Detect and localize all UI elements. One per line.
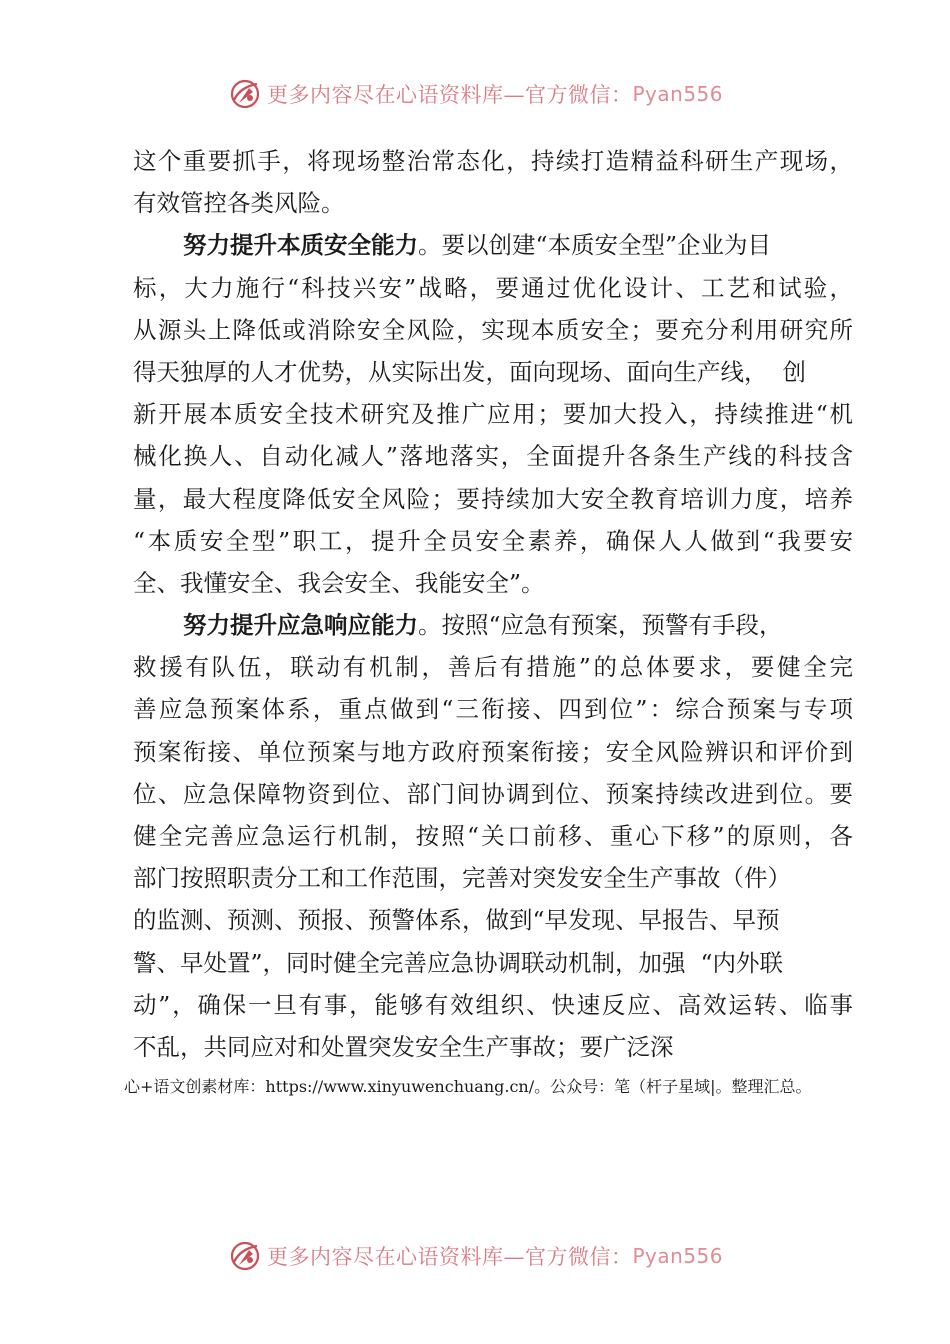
body-line-rest: 。要以创建“本质安全型”企业为目 [418, 231, 772, 260]
body-line-rest: 。按照“应急有预案，预警有手段， [418, 611, 783, 640]
body-line: 动”，确保一旦有事，能够有效组织、快速反应、高效运转、临事 [133, 990, 853, 1019]
watermark-text: 更多内容尽在心语资料库—官方微信： [266, 83, 633, 107]
document-body [133, 140, 853, 1068]
footer-watermark [0, 1238, 950, 1274]
body-line: 从源头上降低或消除安全风险，实现本质安全；要充分利用研究所 [133, 315, 853, 344]
body-line: 得天独厚的人才优势，从实际出发，面向现场、面向生产线， 创 [133, 357, 806, 386]
body-line: 的监测、预测、预报、预警体系，做到“早发现、早报告、早预 [133, 906, 780, 935]
watermark-text: 更多内容尽在心语资料库—官方微信： [266, 1245, 633, 1269]
body-line: 标，大力施行“科技兴安”战略，要通过优化设计、工艺和试验， [133, 273, 853, 302]
body-line: 不乱，共同应对和处置突发安全生产事故；要广泛深 [133, 1032, 674, 1061]
body-line: 械化换人、自动化减人”落地落实，全面提升各条生产线的科技含 [133, 442, 853, 471]
brand-logo-icon [227, 1238, 263, 1274]
body-line: 位、应急保障物资到位、部门间协调到位、预案持续改进到位。要 [133, 779, 853, 808]
body-line: 这个重要抓手，将现场整治常态化，持续打造精益科研生产现场， [133, 147, 853, 175]
body-line: 全、我懂安全、我会安全、我能安全”。 [133, 568, 545, 597]
watermark-wechat-id: Pyan556 [632, 1244, 723, 1268]
body-line: 预案衔接、单位预案与地方政府预案衔接；安全风险辨识和评价到 [133, 737, 853, 766]
body-line: 量，最大程度降低安全风险；要持续加大安全教育培训力度，培养 [133, 484, 853, 513]
brand-logo-icon [227, 76, 263, 112]
body-line: 新开展本质安全技术研究及推广应用；要加大投入，持续推进“机 [133, 400, 853, 429]
body-line: 有效管控各类风险。 [133, 189, 345, 218]
body-line: 善应急预案体系，重点做到“三衔接、四到位”：综合预案与专项 [133, 695, 853, 724]
body-line: “本质安全型”职工，提升全员安全素养，确保人人做到“我要安 [133, 526, 853, 555]
paragraph-heading: 努力提升应急响应能力 [183, 611, 418, 640]
body-line: 健全完善应急运行机制，按照“关口前移、重心下移”的原则，各 [133, 822, 853, 850]
body-line: 部门按照职责分工和工作范围，完善对突发安全生产事故（件） [133, 864, 791, 893]
header-watermark [0, 76, 950, 112]
paragraph-lead-line [133, 604, 853, 646]
body-line: 警、早处置”，同时健全完善应急协调联动机制，加强 “内外联 [133, 948, 783, 977]
paragraph-lead-line [133, 224, 853, 266]
body-line: 救援有队伍，联动有机制，善后有措施”的总体要求，要健全完 [133, 653, 853, 682]
paragraph-heading: 努力提升本质安全能力 [183, 231, 418, 260]
source-note: 心+语文创素材库：https://www.xinyuwenchuang.cn/。公众号：笔（杆子星域|。整理汇总。 [124, 1077, 812, 1096]
watermark-wechat-id: Pyan556 [632, 82, 723, 106]
